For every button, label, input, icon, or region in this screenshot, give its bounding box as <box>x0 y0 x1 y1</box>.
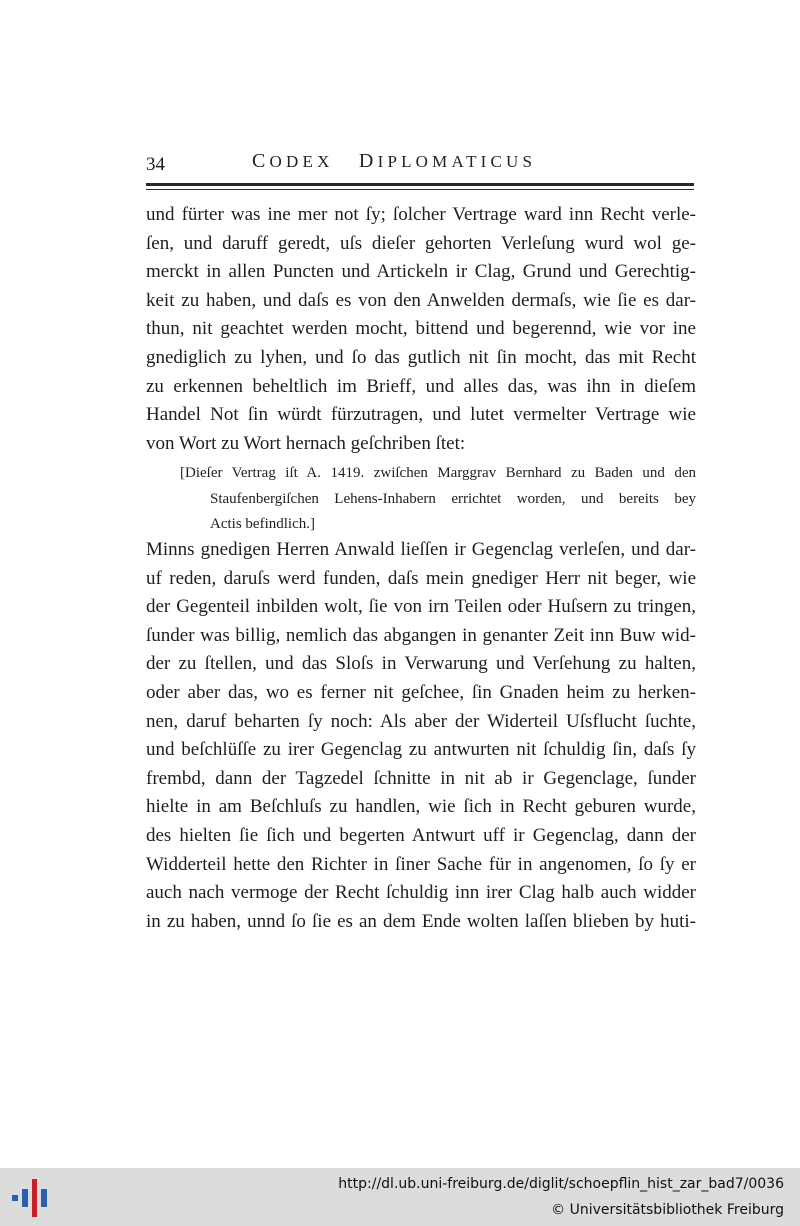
footer-bar <box>0 1168 800 1226</box>
source-url-link[interactable]: http://dl.ub.uni-freiburg.de/diglit/schoepflin_hist_zar_bad7/0036 <box>338 1176 784 1192</box>
text-line: keit zu haben, und daſs es von den Anwelden dermaſs, wie ſie es dar- <box>146 289 696 311</box>
text-line: Minns gnedigen Herren Anwald lieſſen ir Gegenclag verleſen, und dar- <box>146 539 696 560</box>
text-line: in zu haben, unnd ſo ſie es an dem Ende wolten laſſen blieben by huti- <box>146 910 696 932</box>
text-line: des hielten ſie ſich und begerten Antwurt uff ir Gegenclag, dann der <box>146 824 696 846</box>
text-line: thun, nit geachtet werden mocht, bittend und begerennd, wie vor ine <box>146 318 696 340</box>
text-line: oder aber das, wo es ferner nit geſchee, ſin Gnaden heim zu herken- <box>146 681 696 703</box>
text-line: der Gegenteil inbilden wolt, ſie von irn Teilen oder Huſsern zu tringen, <box>146 596 696 618</box>
running-head <box>252 150 536 173</box>
paragraph-1 <box>146 201 696 458</box>
text-line: uf reden, daruſs werd funden, daſs mein gnediger Herr nit beger, wie <box>146 567 696 589</box>
header-rule-thick <box>146 183 694 186</box>
text-line: frembd, dann der Tagzedel ſchnitte in nit ab ir Gegenclage, ſunder <box>146 767 696 789</box>
note-line: Actis befindlich.] <box>210 516 315 532</box>
text-line: zu erkennen beheltlich im Brieff, und alles das, was ihn in dieſem <box>146 375 696 397</box>
header-rule-thin <box>146 189 694 190</box>
ub-freiburg-logo-icon[interactable] <box>10 1178 52 1218</box>
text-line: nen, daruf beharten ſy noch: Als aber der Widerteil Uſsflucht ſuchte, <box>146 710 696 732</box>
text-line: auch nach vermoge der Recht ſchuldig inn irer Clag halb auch widder <box>146 882 696 904</box>
editorial-note <box>180 461 696 538</box>
text-line: ſunder was billig, nemlich das abgangen in genanter Zeit inn Buw wid- <box>146 624 696 646</box>
text-line: hielte in am Beſchluſs zu handlen, wie ſich in Recht geburen wurde, <box>146 796 696 818</box>
copyright-text: © Universitätsbibliothek Freiburg <box>551 1202 784 1218</box>
text-line: ſen, und daruff geredt, uſs dieſer gehorten Verleſung wurd wol ge- <box>146 232 696 254</box>
text-line: und beſchlüſſe zu irer Gegenclag zu antwurten nit ſchuldig ſin, daſs ſy <box>146 739 696 761</box>
text-line: und fürter was ine mer not ſy; ſolcher Vertrage ward inn Recht verle- <box>146 204 696 225</box>
text-line: von Wort zu Wort hernach geſchriben ſtet: <box>146 432 466 454</box>
text-line: gnediglich zu lyhen, und ſo das gutlich nit ſin mocht, das mit Recht <box>146 346 696 368</box>
paragraph-2 <box>146 536 696 936</box>
running-head-diplomaticus: DIPLOMATICUS <box>358 150 537 172</box>
text-line: merckt in allen Puncten und Artickeln ir Clag, Grund und Gerechtig- <box>146 261 696 283</box>
note-line: Staufenbergiſchen Lehens-Inhabern errichtet worden, und bereits bey <box>210 490 696 507</box>
running-head-codex: CODEX <box>252 150 334 172</box>
text-line: Handel Not ſin würdt fürzutragen, und lutet vermelter Vertrage wie <box>146 404 696 426</box>
text-line: der zu ſtellen, und das Sloſs in Verwarung und Verſehung zu halten, <box>146 653 696 675</box>
page-number: 34 <box>146 154 165 175</box>
text-line: Widderteil hette den Richter in ſiner Sache für in angenomen, ſo ſy er <box>146 853 696 875</box>
note-line: [Dieſer Vertrag iſt A. 1419. zwiſchen Marggrav Bernhard zu Baden und den <box>180 465 696 481</box>
